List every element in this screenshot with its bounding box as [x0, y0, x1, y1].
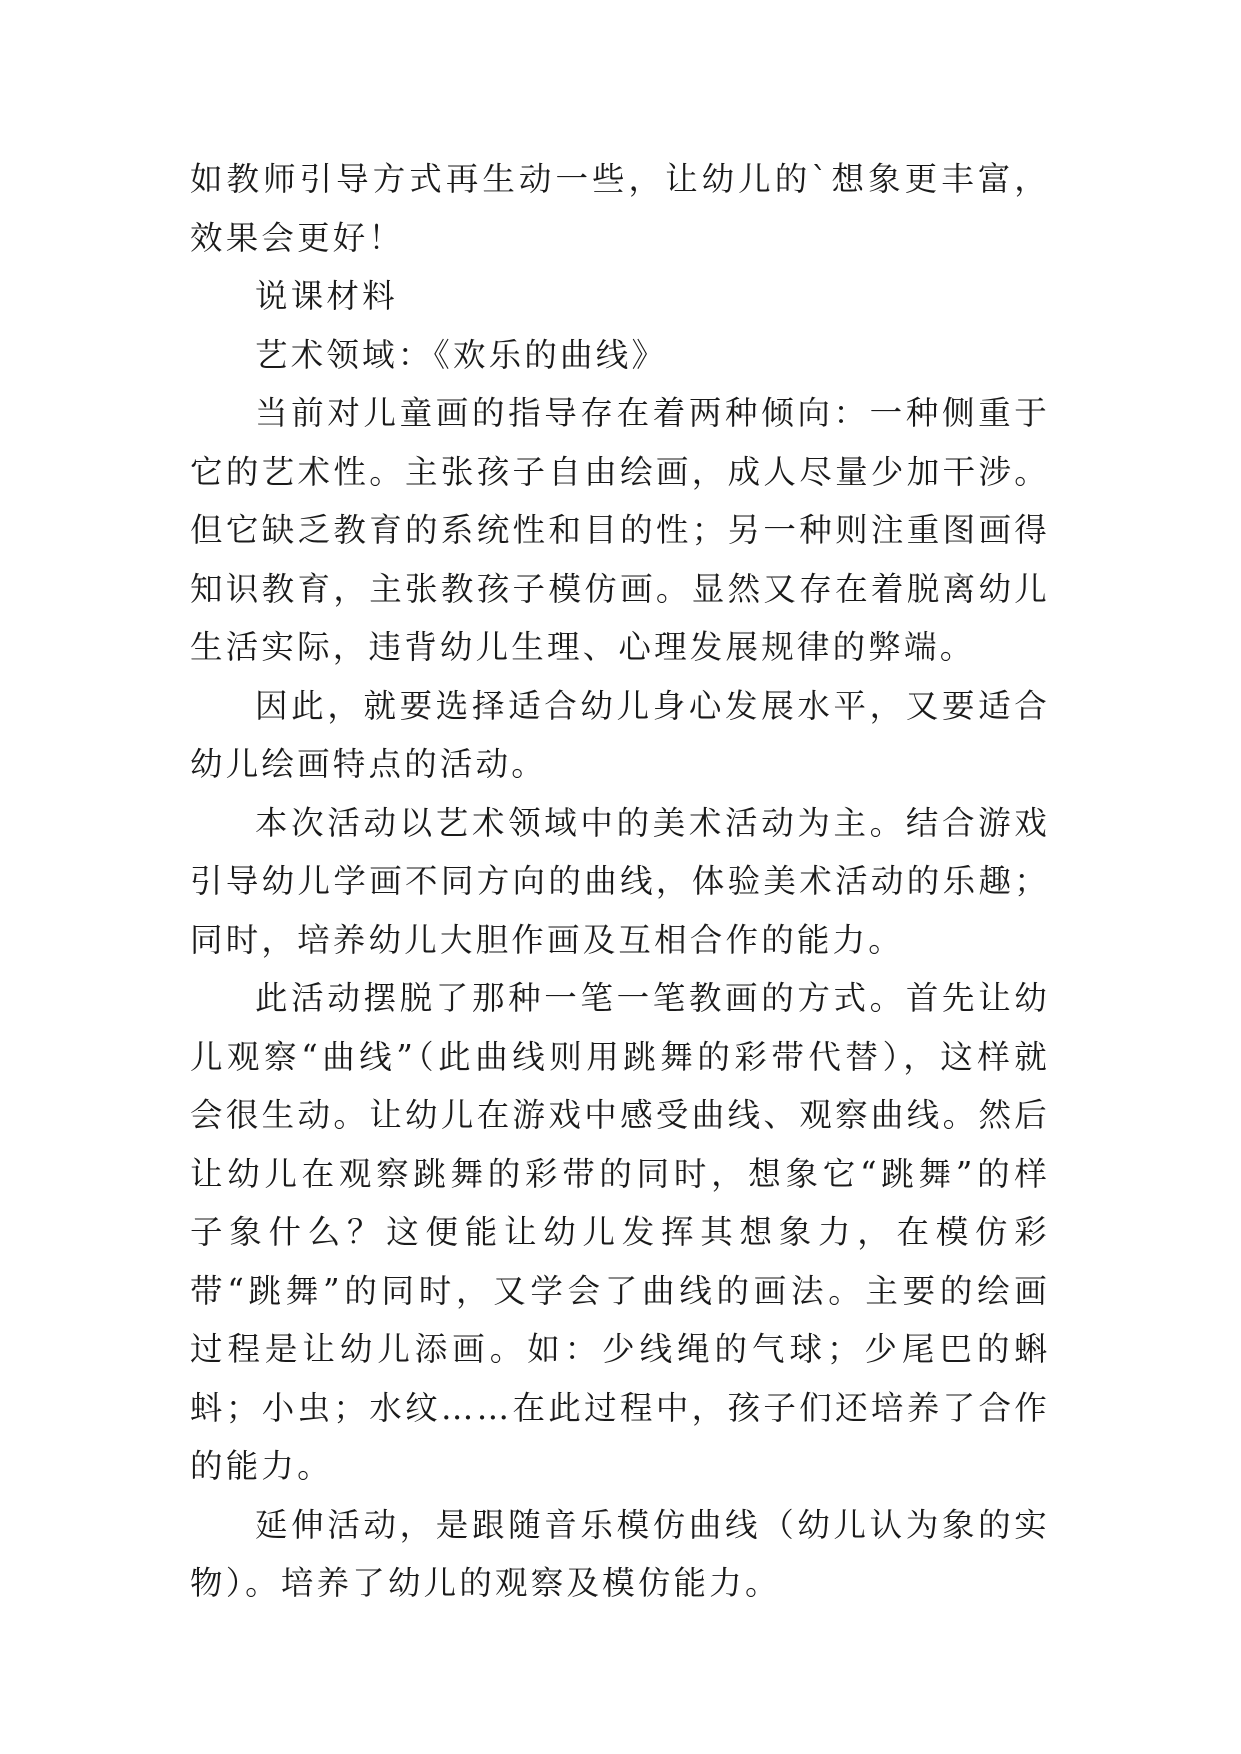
section-heading: 说课材料	[255, 277, 398, 315]
lesson-title: 艺术领域：《欢乐的曲线》	[255, 335, 668, 374]
paragraph-rationale: 因此，就要选择适合幼儿身心发展水平，又要适合幼儿绘画特点的活动。	[190, 686, 1050, 783]
document-page	[190, 150, 1050, 1613]
paragraph-objectives: 本次活动以艺术领域中的美术活动为主。结合游戏引导幼儿学画不同方向的曲线，体验美术活动的乐趣；同时，培养幼儿大胆作画及互相合作的能力。	[190, 803, 1050, 959]
paragraph-process: 此活动摆脱了那种一笔一笔教画的方式。首先让幼儿观察“曲线”（此曲线则用跳舞的彩带代替），这样就会很生动。让幼儿在游戏中感受曲线、观察曲线。然后让幼儿在观察跳舞的彩带的同时，想象它“跳舞”的样子象什么？这便能让幼儿发挥其想象力，在模仿彩带“跳舞”的同时，又学会了曲线的画法。主要的绘画过程是让幼儿添画。如：少线绳的气球；少尾巴的蝌蚪；小虫；水纹……在此过程中，孩子们还培养了合作的能力。	[190, 979, 1050, 1485]
paragraph-extension: 延伸活动，是跟随音乐模仿曲线（幼儿认为象的实物）。培养了幼儿的观察及模仿能力。	[190, 1505, 1050, 1602]
paragraph-continuation: 如教师引导方式再生动一些，让幼儿的`想象更丰富，效果会更好！	[190, 160, 1050, 257]
paragraph-background: 当前对儿童画的指导存在着两种倾向：一种侧重于它的艺术性。主张孩子自由绘画，成人尽量少加干涉。但它缺乏教育的系统性和目的性；另一种则注重图画得知识教育，主张教孩子模仿画。显然又存在着脱离幼儿生活实际，违背幼儿生理、心理发展规律的弊端。	[190, 394, 1050, 666]
